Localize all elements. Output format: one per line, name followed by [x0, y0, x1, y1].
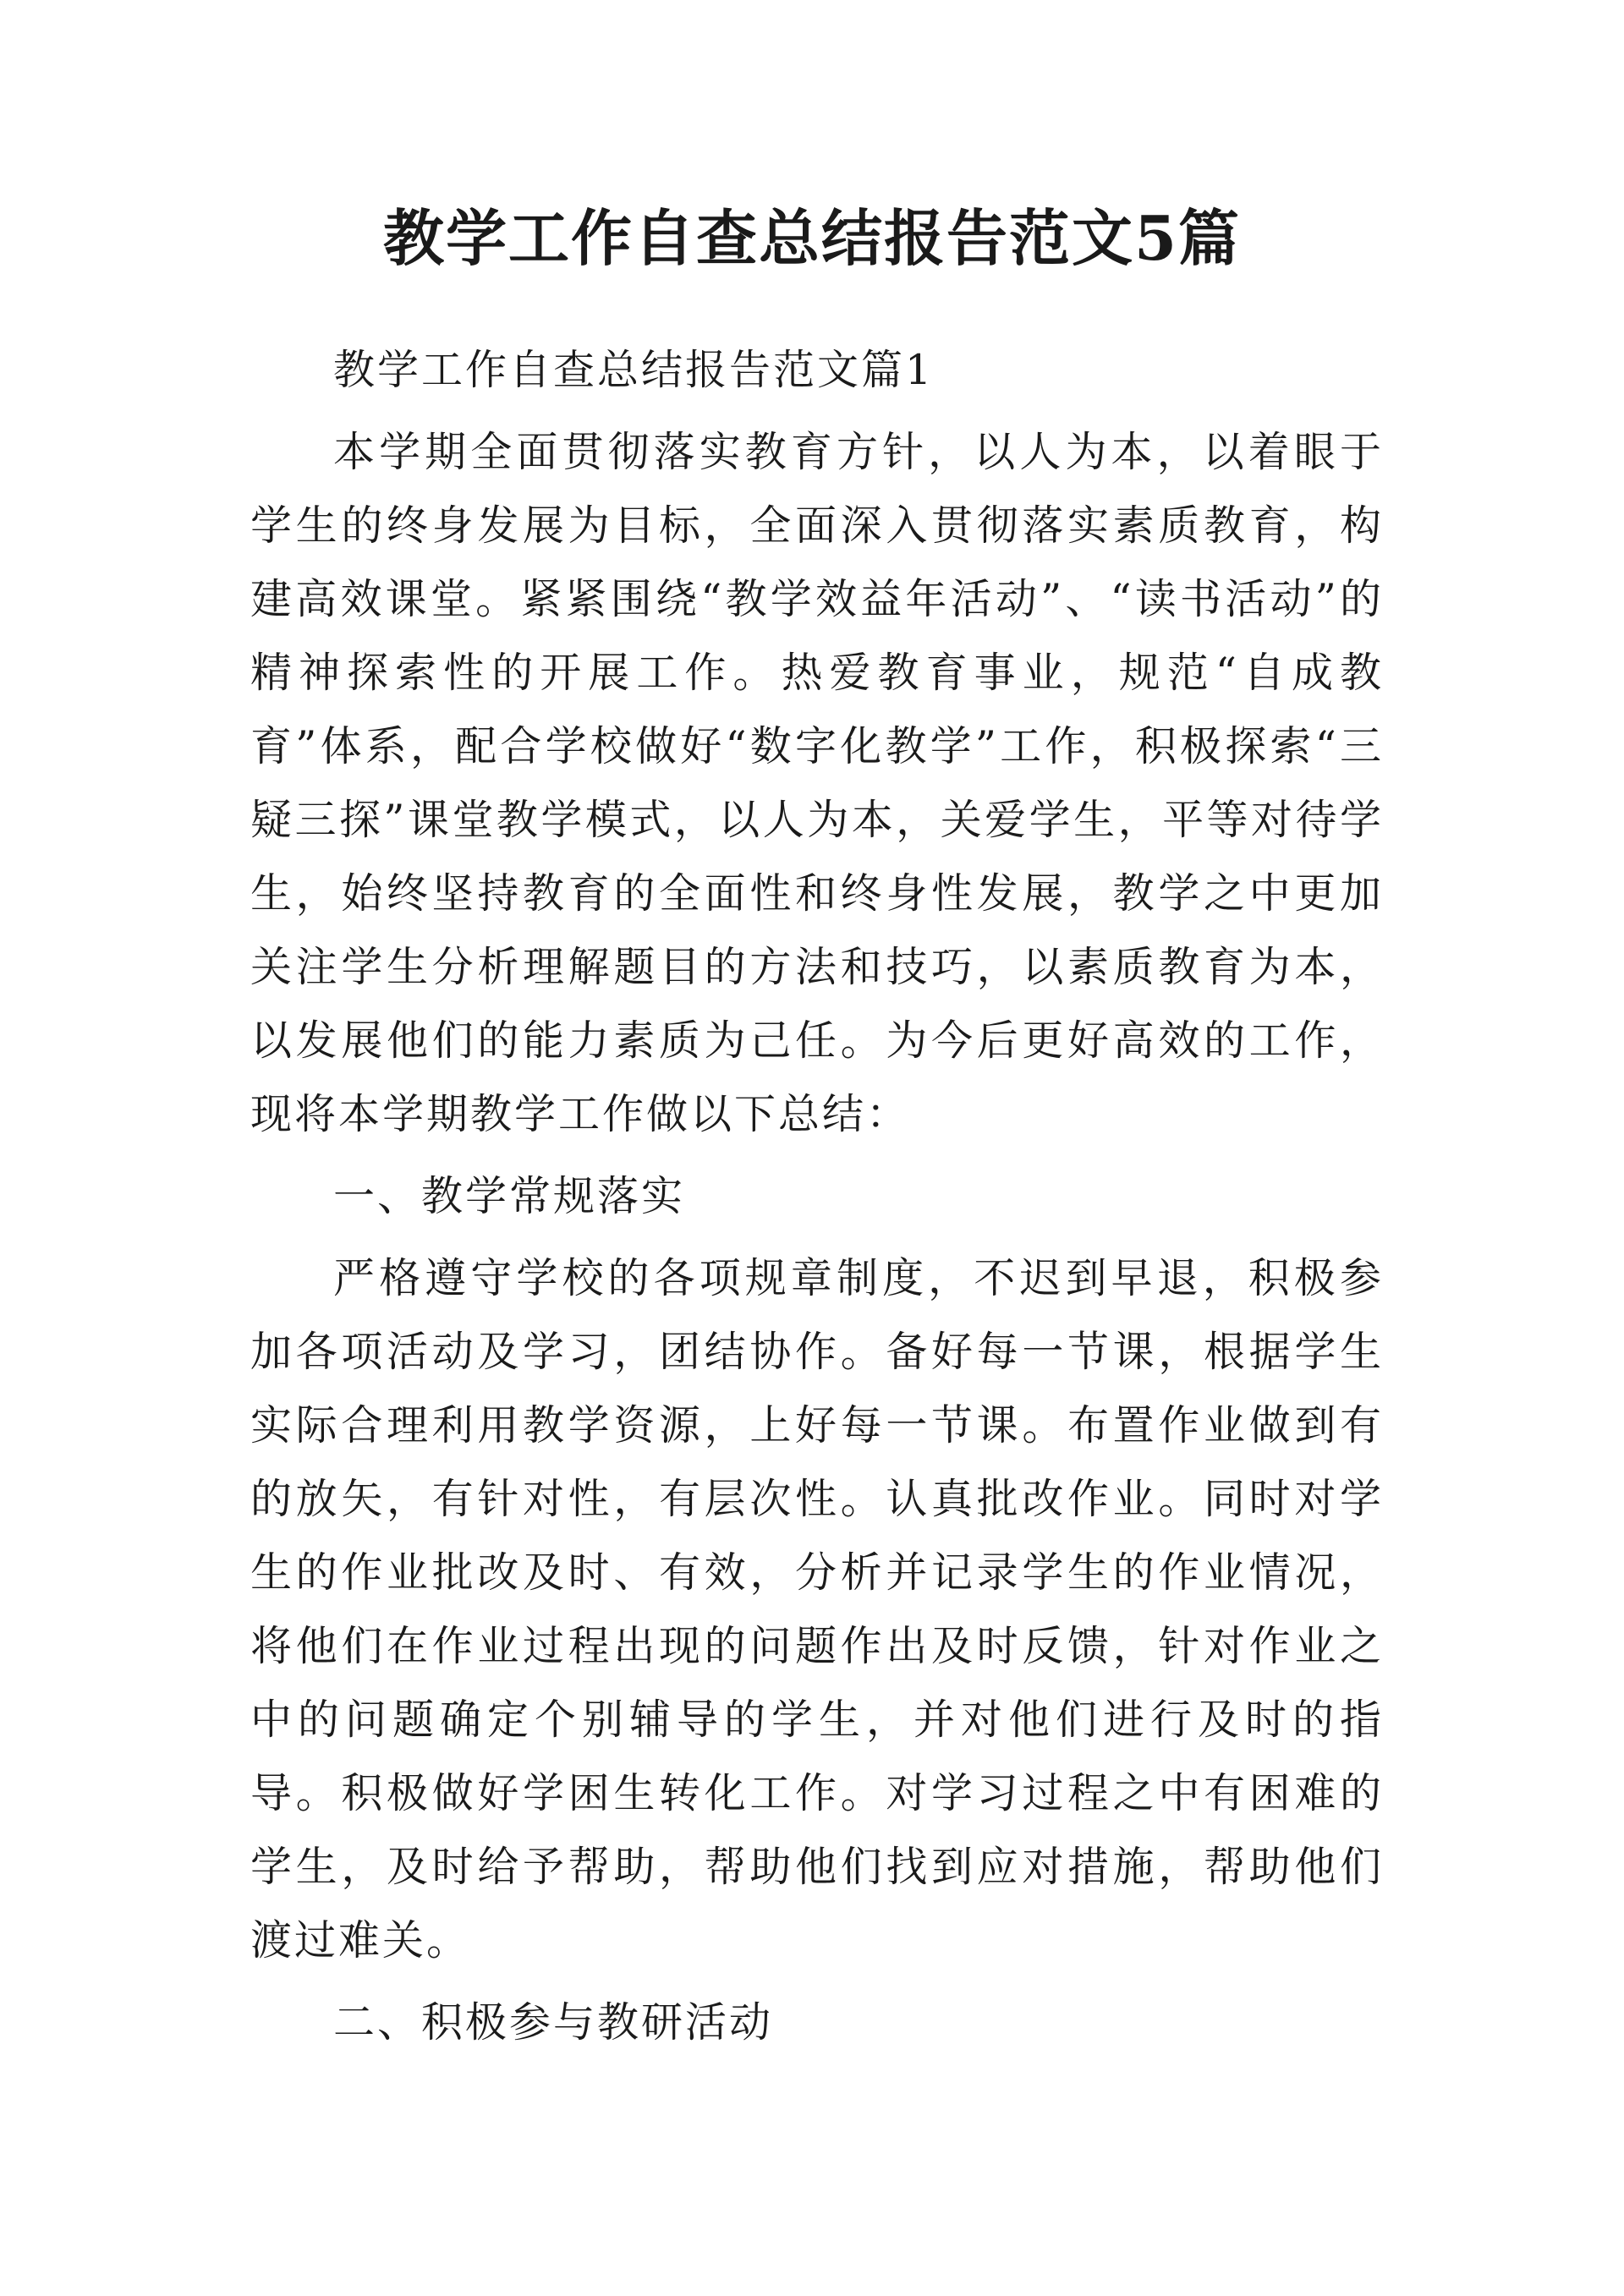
document-subtitle: 教学工作自查总结报告范文篇1 — [333, 346, 935, 394]
document-title: 教学工作自查总结报告范文5篇 — [382, 202, 1242, 274]
intro-paragraph: 本学期全面贯彻落实教育方针，以人为本，以着眼于学生的终身发展为目标，全面深入贯彻落实素质教育，构建高效课堂。紧紧围绕“教学效益年活动”、“读书活动”的精神探索性的开展工作。热爱教育事业，规范“自成教育”体系，配合学校做好“数字化教学”工作，积极探索“三疑三探”课堂教学模式，以人为本，关爱学生，平等对待学生，始终坚持教育的全面性和终身性发展，教学之中更加关注学生分析理解题目的方法和技巧，以素质教育为本，以发展他们的能力素质为己任。为今后更好高效的工作，现将本学期教学工作做以下总结： — [250, 428, 1384, 1138]
document-body — [250, 333, 1384, 2059]
section-heading-1: 一、教学常规落实 — [333, 1172, 686, 1220]
section-heading-2: 二、积极参与教研活动 — [333, 1998, 774, 2047]
section-paragraph-1: 严格遵守学校的各项规章制度，不迟到早退，积极参加各项活动及学习，团结协作。备好每一节课，根据学生实际合理利用教学资源，上好每一节课。布置作业做到有的放矢，有针对性，有层次性。认真批改作业。同时对学生的作业批改及时、有效，分析并记录学生的作业情况，将他们在作业过程出现的问题作出及时反馈，针对作业之中的问题确定个别辅导的学生，并对他们进行及时的指导。积极做好学困生转化工作。对学习过程之中有困难的学生，及时给予帮助，帮助他们找到应对措施，帮助他们渡过难关。 — [250, 1254, 1384, 1964]
